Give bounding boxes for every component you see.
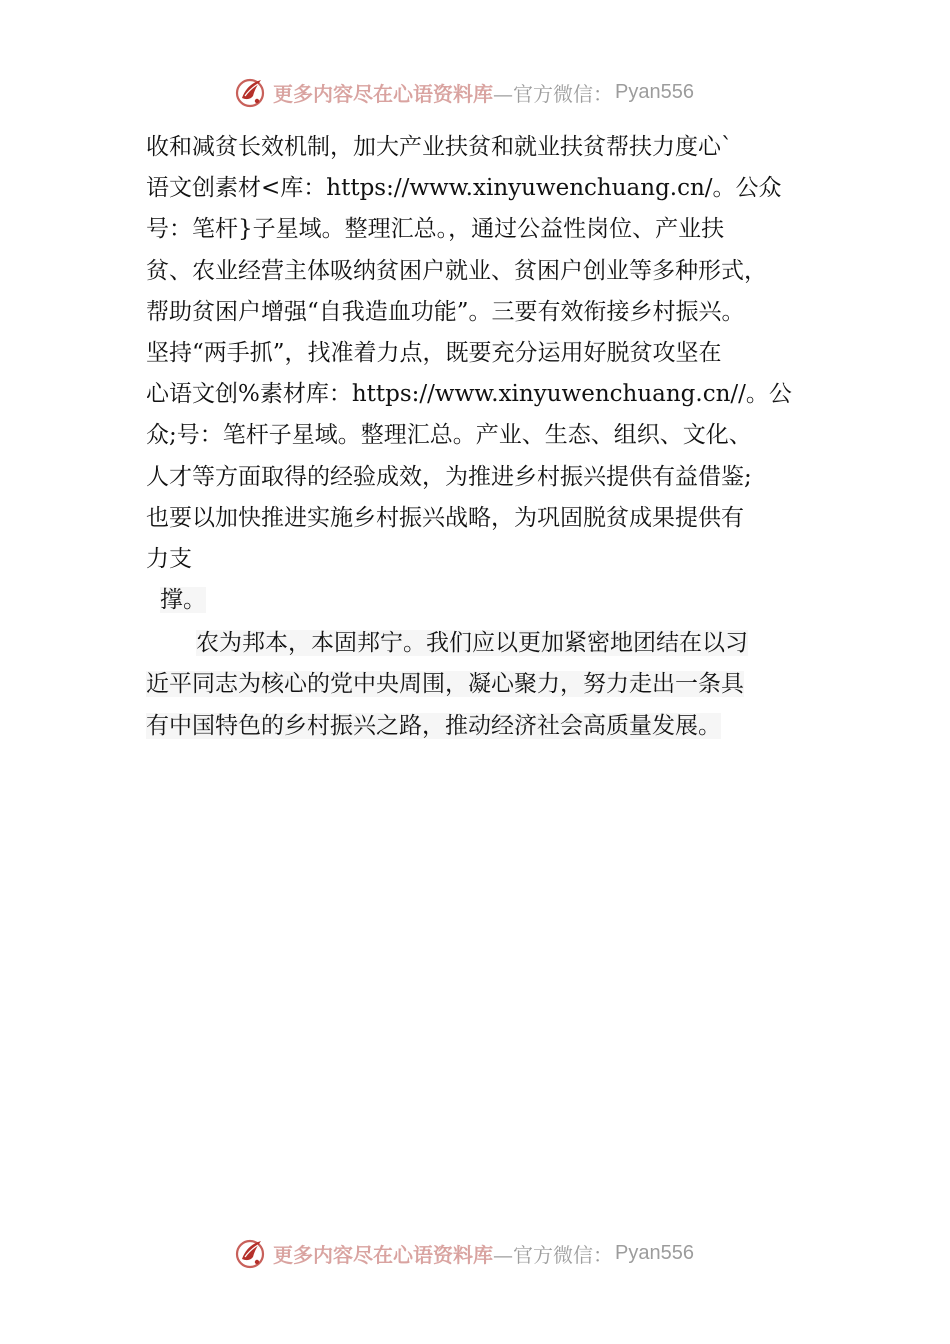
footer-wechat-id: Pyan556 (615, 1241, 694, 1264)
brand-logo-icon (233, 74, 269, 110)
text-line: 心语文创%素材库：https://www.xinyuwenchuang.cn//。公 (146, 381, 792, 408)
text-line: 人才等方面取得的经验成效，为推进乡村振兴提供有益借鉴; (146, 463, 752, 490)
text-line: 力支 (146, 545, 192, 572)
text-line: 号：笔杆}子星域。整理汇总。，通过公益性岗位、产业扶 (146, 216, 725, 243)
footer-library-text: 更多内容尽在心语资料库 (273, 1242, 493, 1267)
brand-logo-icon (233, 1235, 269, 1271)
text-line (146, 664, 826, 705)
paragraph-2 (146, 623, 826, 747)
footer-wechat-label: —官方微信： (493, 1242, 613, 1267)
paragraph-1 (146, 127, 826, 621)
text-line-shaded: 有中国特色的乡村振兴之路，推动经济社会高质量发展。 (146, 712, 721, 739)
header-banner (233, 72, 694, 112)
text-line: 语文创素材<库：https://www.xinyuwenchuang.cn/。公众 (146, 175, 782, 202)
text-line-shaded: 农为邦本，本固邦宁。我们应以更加紧密地团结在以习 (196, 630, 748, 657)
text-line: 收和减贫长效机制，加大产业扶贫和就业扶贫帮扶力度心` (146, 134, 733, 160)
text-line: 帮助贫困户增强“自我造血功能”。三要有效衔接乡村振兴。 (146, 298, 745, 325)
text-line (146, 623, 826, 664)
text-line: 坚持“两手抓”，找准着力点，既要充分运用好脱贫攻坚在 (146, 339, 722, 366)
text-line (146, 580, 826, 621)
text-line-shaded: 撑。 (160, 587, 206, 614)
text-line (146, 706, 826, 747)
footer-banner (233, 1233, 694, 1273)
text-line: 也要以加快推进实施乡村振兴战略，为巩固脱贫成果提供有 (146, 504, 744, 531)
text-line: 众;号：笔杆子星域。整理汇总。产业、生态、组织、文化、 (146, 422, 752, 449)
header-wechat-label: —官方微信： (493, 81, 613, 106)
header-library-text: 更多内容尽在心语资料库 (273, 81, 493, 106)
header-wechat-id: Pyan556 (615, 80, 694, 103)
document-body (146, 127, 826, 747)
text-line-shaded: 近平同志为核心的党中央周围，凝心聚力，努力走出一条具 (146, 671, 744, 698)
text-line: 贫、农业经营主体吸纳贫困户就业、贫困户创业等多种形式， (146, 257, 767, 284)
